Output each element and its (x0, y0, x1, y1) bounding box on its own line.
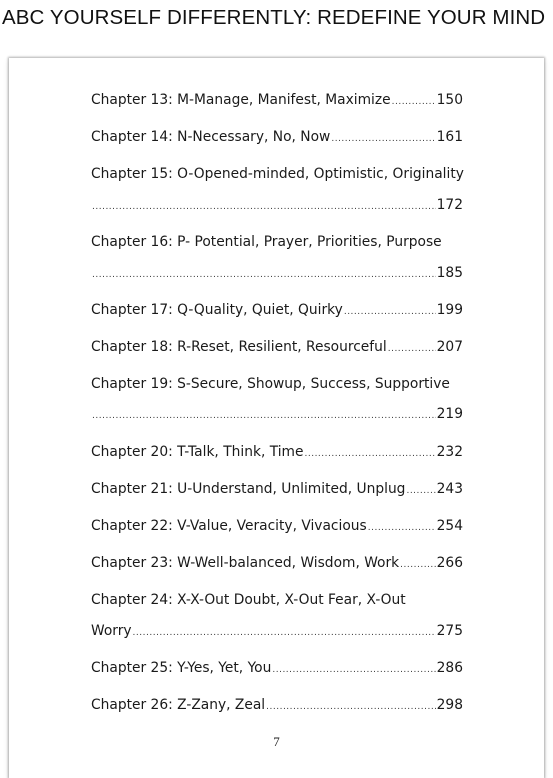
toc-entry-label: Chapter 20: T-Talk, Think, Time (91, 444, 304, 460)
toc-entry-label: Chapter 26: Z-Zany, Zeal (91, 697, 266, 713)
toc-entry-chapter-19-title: Chapter 19: S-Secure, Showup, Success, Supportive (91, 376, 450, 392)
toc-entry-page: 275 (436, 623, 463, 639)
toc-entry-page: 161 (436, 129, 463, 145)
toc-entry-chapter-25 (91, 659, 463, 679)
dot-leader (92, 407, 436, 425)
dot-leader (392, 93, 436, 111)
dot-leader (272, 661, 435, 679)
toc-entry-chapter-13 (91, 91, 463, 111)
toc-entry-page: 232 (436, 444, 463, 460)
toc-entry-chapter-23 (91, 554, 463, 574)
toc-entry-label: Chapter 14: N-Necessary, No, Now (91, 129, 331, 145)
toc-entry-label: Chapter 17: Q-Quality, Quiet, Quirky (91, 302, 343, 318)
toc-entry-continuation: Worry (91, 623, 132, 639)
toc-entry-chapter-15-title: Chapter 15: O-Opened-minded, Optimistic, Originality (91, 166, 464, 182)
toc-entry-chapter-20 (91, 443, 463, 463)
toc-entry-chapter-18 (91, 338, 463, 358)
toc-entry-page: 185 (436, 265, 463, 281)
dot-leader (92, 198, 436, 216)
dot-leader (92, 266, 436, 284)
dot-leader (400, 556, 435, 574)
toc-entry-chapter-22 (91, 517, 463, 537)
toc-entry-label: Chapter 21: U-Understand, Unlimited, Unplug (91, 481, 406, 497)
toc-entry-label: Chapter 13: M-Manage, Manifest, Maximize (91, 92, 391, 108)
dot-leader (133, 624, 436, 642)
toc-entry-label: Chapter 25: Y-Yes, Yet, You (91, 660, 272, 676)
dot-leader (344, 303, 436, 321)
document-title: ABC YOURSELF DIFFERENTLY: REDEFINE YOUR MIND (2, 6, 546, 29)
toc-entry-page: 172 (436, 197, 463, 213)
dot-leader (304, 445, 435, 463)
toc-entry-page: 286 (436, 660, 463, 676)
toc-entry-chapter-17 (91, 301, 463, 321)
dot-leader (406, 482, 435, 500)
toc-entry-label: Chapter 22: V-Value, Veracity, Vivacious (91, 518, 367, 534)
toc-entry-chapter-15 (91, 196, 463, 216)
toc-entry-page: 199 (436, 302, 463, 318)
toc-entry-page: 298 (436, 697, 463, 713)
toc-entry-page: 150 (436, 92, 463, 108)
toc-entry-chapter-24 (91, 622, 463, 642)
toc-entry-chapter-21 (91, 480, 463, 500)
toc-entry-chapter-26 (91, 696, 463, 716)
toc-entry-page: 219 (436, 406, 463, 422)
toc-entry-page: 254 (436, 518, 463, 534)
toc-entry-chapter-14 (91, 128, 463, 148)
toc-entry-page: 243 (436, 481, 463, 497)
toc-entry-chapter-24-title: Chapter 24: X-X-Out Doubt, X-Out Fear, X-Out (91, 592, 406, 608)
toc-entry-page: 266 (436, 555, 463, 571)
page-number: 7 (273, 734, 280, 749)
toc-entry-label: Chapter 23: W-Well-balanced, Wisdom, Work (91, 555, 400, 571)
dot-leader (266, 698, 436, 716)
toc-entry-chapter-19 (91, 405, 463, 425)
dot-leader (331, 130, 435, 148)
dot-leader (368, 519, 436, 537)
toc-entry-chapter-16 (91, 264, 463, 284)
toc-entry-chapter-16-title: Chapter 16: P- Potential, Prayer, Priorities, Purpose (91, 234, 442, 250)
dot-leader (388, 340, 436, 358)
toc-entry-label: Chapter 18: R-Reset, Resilient, Resourceful (91, 339, 387, 355)
toc-entry-page: 207 (436, 339, 463, 355)
